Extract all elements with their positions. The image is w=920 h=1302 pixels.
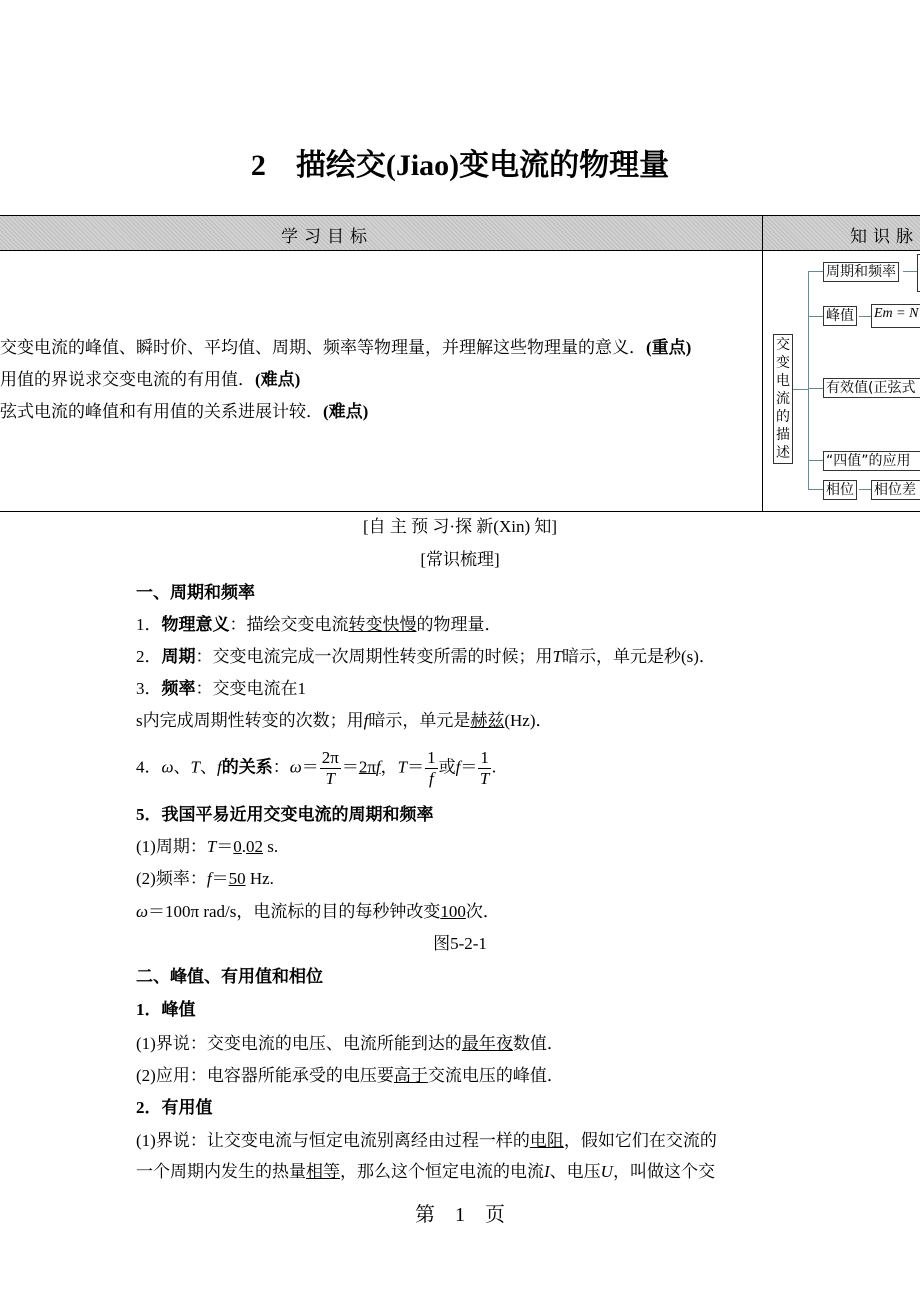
text-segment: 0 (233, 837, 242, 856)
text-segment: ，假如它们在交流的 (563, 1131, 717, 1150)
text-segment: 3． (136, 679, 162, 698)
text-segment: 1． (136, 615, 162, 634)
text-segment: 用值的界说求交变电流的有用值． (0, 370, 255, 389)
text-segment: 5．我国平易近用交变电流的周期和频率 (136, 805, 434, 824)
node-peak: 峰值 (823, 306, 857, 326)
text-segment: T (552, 647, 562, 666)
text-segment: 2． (136, 647, 162, 666)
text-line (136, 1061, 564, 1086)
text-segment: ＝ (216, 837, 234, 856)
numerator: 1 (427, 748, 436, 767)
text-segment: s. (263, 837, 279, 856)
table-header (0, 216, 920, 251)
goal-item (0, 397, 368, 422)
text-segment: ＝ (407, 757, 425, 777)
text-segment: T (190, 757, 200, 777)
text-segment: 、电压 (549, 1162, 601, 1181)
text-segment: 、 (173, 757, 191, 777)
connector (808, 489, 823, 490)
text-segment: 最年夜 (461, 1034, 513, 1053)
text-segment: ω (136, 902, 149, 921)
node-four-values: “四值”的应用 (823, 451, 920, 471)
denominator: T (479, 769, 490, 788)
text-segment: (1)界说：交变电流的电压、电流所能到达的 (136, 1034, 462, 1053)
text-segment: 2π (358, 757, 376, 777)
text-segment: f (216, 757, 222, 777)
text-segment: s内完成周期性转变的次数；用 (136, 711, 364, 730)
text-segment: ω (289, 757, 302, 777)
text-line (136, 578, 255, 603)
text-segment: 图5-2-1 (433, 934, 487, 953)
text-line (136, 1157, 715, 1182)
text-line (136, 610, 502, 635)
text-segment: (1)界说：让交变电流与恒定电流别离经由过程一样的 (136, 1131, 530, 1150)
connector (859, 489, 871, 490)
text-segment: 暗示，单元是 (368, 711, 471, 730)
denominator: T (325, 769, 336, 788)
text-line (136, 1093, 213, 1118)
text-segment: 50 (228, 869, 246, 888)
text-segment: 02 (246, 837, 264, 856)
fraction (320, 748, 341, 789)
text-segment: 的关系 (221, 757, 273, 777)
text-line (136, 962, 323, 987)
text-line (136, 1126, 717, 1151)
text-segment: (重点) (646, 338, 692, 357)
objectives-table (0, 215, 920, 512)
text-line (136, 642, 716, 667)
goal-item (0, 333, 691, 358)
text-segment: f (455, 757, 461, 777)
peak-formula: Em = N (871, 304, 920, 328)
text-segment: 次． (465, 902, 500, 921)
connector (808, 271, 823, 272)
connector (903, 271, 918, 272)
fraction (478, 748, 491, 789)
text-segment: 一个周期内发生的热量 (136, 1162, 306, 1181)
text-segment: ω (161, 757, 174, 777)
text-segment: 1．峰值 (136, 1000, 196, 1019)
connector (793, 389, 808, 390)
text-segment: 2．有用值 (136, 1098, 213, 1117)
text-segment: T (397, 757, 408, 777)
numerator: 2π (321, 748, 339, 767)
text-segment: (1)周期： (136, 837, 207, 856)
text-segment: Hz. (245, 869, 274, 888)
text-segment: U (600, 1162, 613, 1181)
text-segment: ＝ (341, 757, 359, 777)
subsection-title: [常识梳理] (420, 550, 500, 569)
text-segment: ＝ (460, 757, 478, 777)
text-segment: T (206, 837, 217, 856)
text-segment: 赫兹 (470, 711, 505, 730)
text-line (136, 995, 196, 1020)
diagram-root: 交变电流的描述 (773, 334, 793, 464)
header-knowledge-map: 知识脉 (850, 227, 919, 247)
text-line (136, 864, 274, 889)
text-segment: 的物理量． (416, 615, 502, 634)
denominator: f (429, 769, 434, 788)
node-effective-value: 有效值(正弦式 (823, 378, 920, 398)
text-segment: ：描绘交变电流 (229, 615, 349, 634)
text-segment: 弦式电流的峰值和有用值的关系进展计较． (0, 402, 323, 421)
text-segment: (难点) (323, 402, 369, 421)
text-line (136, 674, 306, 699)
text-segment: 暗示，单元是秒(s)． (561, 647, 716, 666)
text-line (136, 706, 553, 731)
connector (808, 271, 809, 489)
text-segment: 频率 (161, 679, 196, 698)
header-learning-goals: 学习目标 (281, 227, 373, 247)
text-segment: . (491, 757, 497, 777)
text-segment: 周期 (161, 647, 196, 666)
text-line (0, 929, 920, 954)
connector (808, 388, 823, 389)
text-segment: I (544, 1162, 550, 1181)
text-segment: 高于 (393, 1066, 428, 1085)
section-title: [自 主 预 习·探 新(Xin) 知] (362, 517, 558, 536)
text-segment: ＝ (211, 869, 229, 888)
numerator: 1 (480, 748, 489, 767)
text-segment: 交变电流的峰值、瞬时价、平均值、周期、频率等物理量，并理解这些物理量的意义． (0, 338, 646, 357)
text-segment: (Hz)． (504, 711, 553, 730)
node-phase-difference: 相位差 (871, 480, 920, 500)
connector (808, 460, 823, 461)
text-segment: 、 (199, 757, 217, 777)
goal-item (0, 365, 300, 390)
connector (859, 316, 871, 317)
text-segment: 交流电压的峰值． (427, 1066, 564, 1085)
column-divider (762, 216, 763, 511)
node-period-frequency: 周期和频率 (823, 262, 899, 282)
text-segment: 电阻 (529, 1131, 564, 1150)
text-segment: f (375, 757, 381, 777)
text-segment: 数值． (512, 1034, 564, 1053)
text-segment: ＝ (301, 757, 319, 777)
page-footer: 第 1 页 (415, 1204, 505, 1226)
text-line (136, 1029, 564, 1054)
text-segment: ：交变电流完成一次周期性转变所需的时候；用 (195, 647, 553, 666)
text-segment: 物理意义 (161, 615, 230, 634)
text-segment: 一、周期和频率 (136, 583, 255, 602)
text-segment: ， (380, 757, 398, 777)
fraction (425, 748, 438, 789)
text-segment: (2)应用：电容器所能承受的电压要 (136, 1066, 394, 1085)
text-segment: 或 (438, 757, 456, 777)
connector (808, 316, 823, 317)
text-segment: 二、峰值、有用值和相位 (136, 967, 323, 986)
text-segment: 转变快慢 (348, 615, 417, 634)
text-segment: ，叫做这个交 (612, 1162, 715, 1181)
node-phase: 相位 (823, 480, 857, 500)
text-segment: ： (272, 757, 290, 777)
page-title: 2 描绘交(Jiao)变电流的物理量 (250, 149, 670, 182)
text-segment: . (241, 837, 247, 856)
text-line (136, 832, 278, 857)
text-segment: ＝100π rad/s，电流标的目的每秒钟改变 (148, 902, 441, 921)
text-segment: (难点) (255, 370, 301, 389)
text-line (136, 748, 496, 789)
text-segment: (2)频率： (136, 869, 207, 888)
text-line (136, 800, 434, 825)
text-line (136, 897, 500, 922)
text-segment: f (363, 711, 369, 730)
text-segment: 相等 (306, 1162, 340, 1181)
text-segment: f (206, 869, 212, 888)
text-segment: 100 (440, 902, 466, 921)
text-segment: 4． (136, 757, 162, 777)
text-segment: ：交变电流在1 (195, 679, 306, 698)
text-segment: ，那么这个恒定电流的电流 (340, 1162, 544, 1181)
